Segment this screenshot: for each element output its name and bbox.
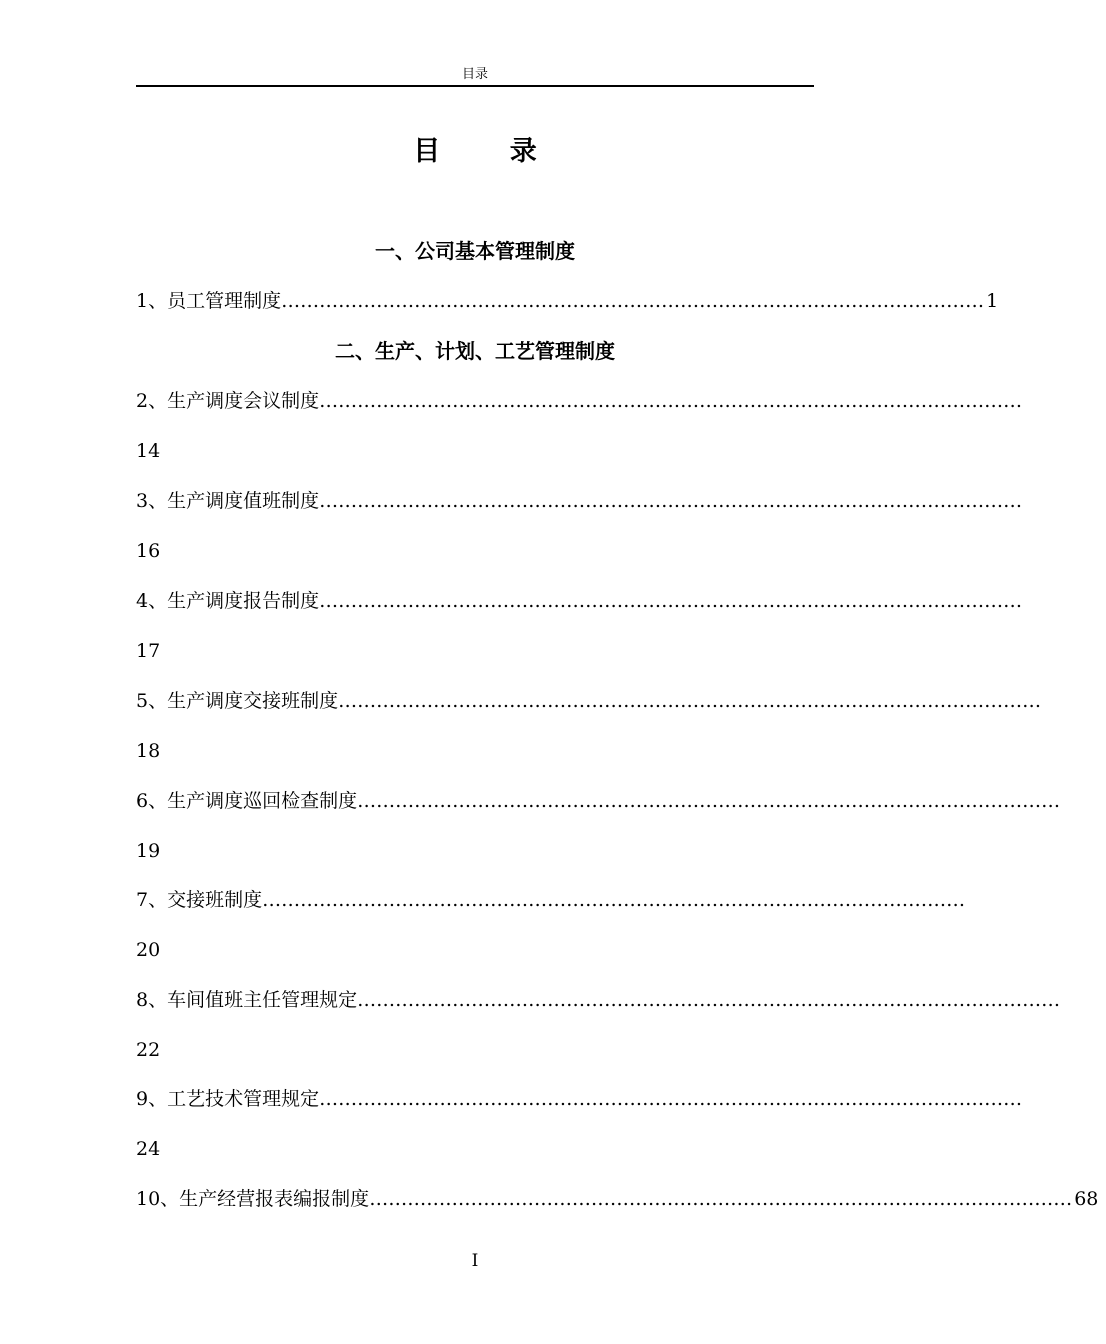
toc-leader-dots: …………………………………………………………………………………………………	[338, 690, 1042, 712]
toc-entry-page: 17	[136, 640, 161, 662]
toc-entry-page: 1	[986, 290, 999, 312]
page-title: 目 录	[413, 136, 567, 167]
toc-entry[interactable]	[136, 486, 1023, 516]
toc-entry[interactable]	[136, 985, 1061, 1015]
toc-entry-text: 4、生产调度报告制度	[136, 590, 320, 612]
section-heading-company-basic: 一、公司基本管理制度	[375, 239, 575, 263]
toc-entry[interactable]	[136, 686, 1042, 716]
toc-entry[interactable]	[136, 286, 999, 316]
toc-entry[interactable]	[136, 786, 1061, 816]
header-rule	[136, 85, 814, 87]
toc-entry[interactable]	[136, 885, 966, 915]
toc-leader-dots: …………………………………………………………………………………………………	[357, 790, 1061, 812]
toc-entry-text: 8、车间值班主任管理规定	[136, 989, 358, 1011]
toc-entry-text: 9、工艺技术管理规定	[136, 1088, 320, 1110]
toc-entry[interactable]	[136, 1184, 1099, 1214]
toc-leader-dots: …………………………………………………………………………………………………	[319, 390, 1023, 412]
toc-entry-text: 7、交接班制度	[136, 889, 263, 911]
toc-entry[interactable]	[136, 586, 1023, 616]
toc-entry-page: 14	[136, 440, 161, 462]
toc-leader-dots: …………………………………………………………………………………………………	[281, 290, 985, 312]
toc-entry-page: 18	[136, 740, 161, 762]
toc-entry-text: 5、生产调度交接班制度	[136, 690, 339, 712]
toc-entry[interactable]	[136, 386, 1023, 416]
section-heading-production: 二、生产、计划、工艺管理制度	[335, 339, 615, 363]
toc-entry-page: 24	[136, 1138, 161, 1160]
toc-leader-dots: …………………………………………………………………………………………………	[369, 1188, 1073, 1210]
toc-entry-text: 1、员工管理制度	[136, 290, 282, 312]
toc-entry-text: 3、生产调度值班制度	[136, 490, 320, 512]
toc-entry-text: 2、生产调度会议制度	[136, 390, 320, 412]
page-number: I	[471, 1251, 479, 1271]
running-header: 目录	[461, 67, 488, 82]
toc-leader-dots: …………………………………………………………………………………………………	[357, 989, 1061, 1011]
toc-leader-dots: …………………………………………………………………………………………………	[319, 1088, 1023, 1110]
toc-entry-page: 16	[136, 540, 161, 562]
toc-entry-text: 10、生产经营报表编报制度	[136, 1188, 370, 1210]
toc-leader-dots: …………………………………………………………………………………………………	[262, 889, 966, 911]
toc-entry-page: 68	[1074, 1188, 1099, 1210]
toc-entry-page: 20	[136, 939, 161, 961]
toc-entry-page: 22	[136, 1039, 161, 1061]
toc-leader-dots: …………………………………………………………………………………………………	[319, 490, 1023, 512]
toc-entry-page: 19	[136, 840, 161, 862]
toc-entry-text: 6、生产调度巡回检查制度	[136, 790, 358, 812]
toc-entry[interactable]	[136, 1084, 1023, 1114]
toc-leader-dots: …………………………………………………………………………………………………	[319, 590, 1023, 612]
